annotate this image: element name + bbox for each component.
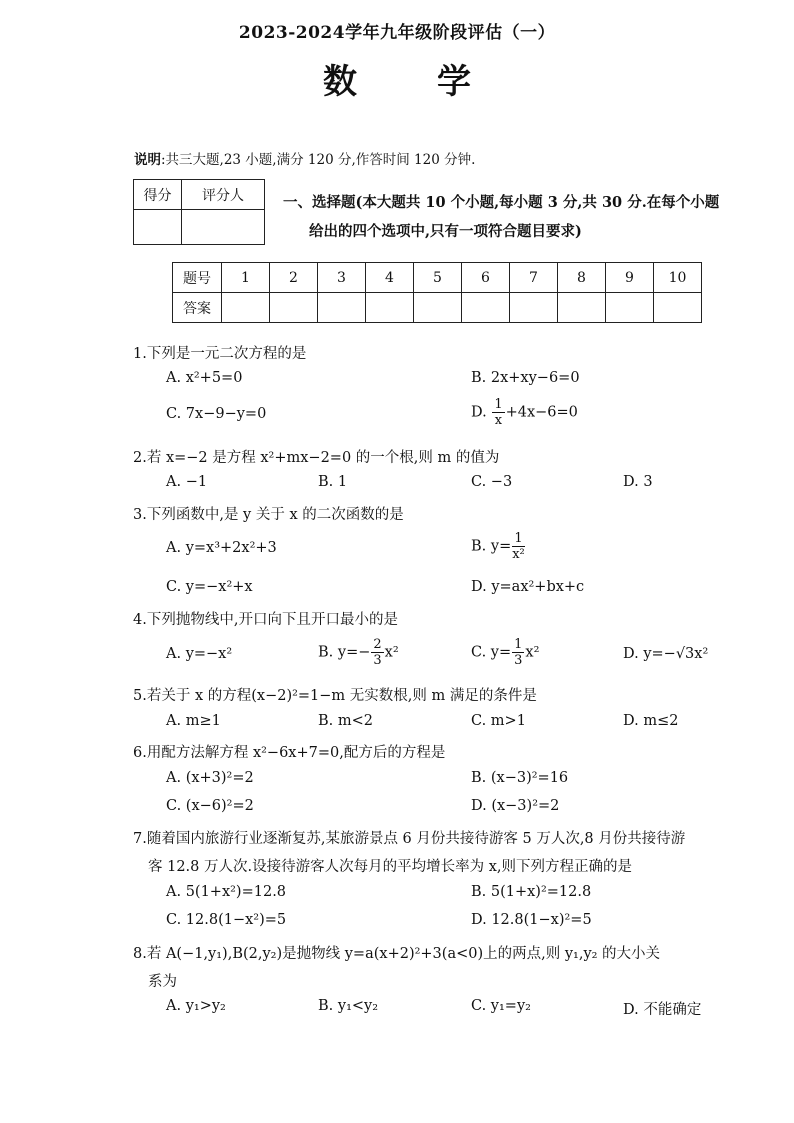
instructions-label: 说明 xyxy=(134,152,161,168)
exam-title: 2023-2024学年九年级阶段评估（一） xyxy=(238,23,556,43)
question-6-option-a: A. (x+3)²=2 xyxy=(166,770,254,786)
answer-table-answer-row xyxy=(173,293,702,323)
fraction-numerator: 2 xyxy=(373,637,382,652)
fraction xyxy=(512,531,525,562)
fraction-denominator: x² xyxy=(512,547,525,562)
question-3-stem: 3.下列函数中,是 y 关于 x 的二次函数的是 xyxy=(133,507,404,523)
question-6-option-b: B. (x−3)²=16 xyxy=(471,770,569,786)
option-b-suffix: x² xyxy=(384,644,399,661)
question-5-option-c: C. m>1 xyxy=(471,713,526,729)
question-7-option-a: A. 5(1+x²)=12.8 xyxy=(166,884,287,900)
question-number: 5 xyxy=(414,263,462,293)
question-1-stem: 1.下列是一元二次方程的是 xyxy=(133,346,307,362)
fraction xyxy=(512,637,524,668)
question-8-stem-line-1: 8.若 A(−1,y₁),B(2,y₂)是抛物线 y=a(x+2)²+3(a<0)上的两点,则 y₁,y₂ 的大小关 xyxy=(133,946,661,962)
answer-table-number-row xyxy=(173,263,702,293)
question-number: 6 xyxy=(462,263,510,293)
question-number: 8 xyxy=(558,263,606,293)
question-2-stem: 2.若 x=−2 是方程 x²+mx−2=0 的一个根,则 m 的值为 xyxy=(133,450,500,466)
question-6-option-d: D. (x−3)²=2 xyxy=(471,798,560,814)
question-5-option-d: D. m≤2 xyxy=(623,713,679,729)
question-number: 1 xyxy=(222,263,270,293)
question-1-option-b: B. 2x+xy−6=0 xyxy=(471,370,580,386)
answer-cell[interactable] xyxy=(558,293,606,323)
section-1-line-2: 给出的四个选项中,只有一项符合题目要求) xyxy=(309,223,582,240)
question-4-option-a: A. y=−x² xyxy=(166,646,233,662)
option-b-prefix: B. y=− xyxy=(318,644,371,661)
answer-cell[interactable] xyxy=(318,293,366,323)
answer-cell[interactable] xyxy=(414,293,462,323)
grader-cell[interactable] xyxy=(182,210,265,245)
question-7-stem-line-2: 客 12.8 万人次.设接待游客人次每月的平均增长率为 x,则下列方程正确的是 xyxy=(148,859,633,875)
option-d-suffix: +4x−6=0 xyxy=(505,404,578,421)
answer-cell[interactable] xyxy=(366,293,414,323)
section-1-heading xyxy=(283,188,763,246)
instructions-text: :共三大题,23 小题,满分 120 分,作答时间 120 分钟. xyxy=(161,152,476,168)
fraction-denominator: 3 xyxy=(514,653,523,668)
grader-label: 评分人 xyxy=(182,180,265,210)
question-4-option-d: D. y=−√3x² xyxy=(623,646,709,662)
fraction xyxy=(371,637,383,668)
question-number: 9 xyxy=(606,263,654,293)
answer-cell[interactable] xyxy=(270,293,318,323)
instructions xyxy=(134,148,475,168)
answer-cell[interactable] xyxy=(222,293,270,323)
question-1-option-c: C. 7x−9−y=0 xyxy=(166,406,267,422)
question-8-stem-line-2: 系为 xyxy=(148,974,177,990)
question-3-option-a: A. y=x³+2x²+3 xyxy=(166,540,277,556)
question-8-option-b: B. y₁<y₂ xyxy=(318,998,379,1014)
question-number: 10 xyxy=(654,263,702,293)
question-4-option-c xyxy=(471,637,539,668)
score-cell[interactable] xyxy=(134,210,182,245)
fraction-numerator: 1 xyxy=(514,637,523,652)
option-c-prefix: C. y= xyxy=(471,644,512,661)
question-8-option-c: C. y₁=y₂ xyxy=(471,998,531,1014)
question-8-option-a: A. y₁>y₂ xyxy=(166,998,226,1014)
question-5-stem: 5.若关于 x 的方程(x−2)²=1−m 无实数根,则 m 满足的条件是 xyxy=(133,688,537,704)
option-c-suffix: x² xyxy=(525,644,540,661)
fraction-numerator: 1 xyxy=(494,397,503,412)
question-number: 2 xyxy=(270,263,318,293)
fraction-denominator: 3 xyxy=(373,653,382,668)
question-number: 3 xyxy=(318,263,366,293)
question-2-option-d: D. 3 xyxy=(623,474,653,490)
section-1-line-1: 一、选择题(本大题共 10 个小题,每小题 3 分,共 30 分.在每个小题 xyxy=(283,194,720,211)
question-5-option-b: B. m<2 xyxy=(318,713,373,729)
question-6-option-c: C. (x−6)²=2 xyxy=(166,798,254,814)
question-7-option-c: C. 12.8(1−x²)=5 xyxy=(166,912,287,928)
question-8-option-d: D. 不能确定 xyxy=(623,1002,702,1018)
question-7-option-d: D. 12.8(1−x)²=5 xyxy=(471,912,592,928)
fraction-numerator: 1 xyxy=(512,531,525,547)
question-number: 7 xyxy=(510,263,558,293)
question-3-option-c: C. y=−x²+x xyxy=(166,579,253,595)
question-1-option-a: A. x²+5=0 xyxy=(166,370,243,386)
question-number-label: 题号 xyxy=(173,263,222,293)
subject-title: 数学 xyxy=(323,62,551,102)
question-4-option-b xyxy=(318,637,399,668)
answer-label: 答案 xyxy=(173,293,222,323)
answer-cell[interactable] xyxy=(654,293,702,323)
question-7-option-b: B. 5(1+x)²=12.8 xyxy=(471,884,592,900)
question-2-option-b: B. 1 xyxy=(318,474,348,490)
question-7-stem-line-1: 7.随着国内旅游行业逐渐复苏,某旅游景点 6 月份共接待游客 5 万人次,8 月份共接待游 xyxy=(133,831,686,847)
option-d-prefix: D. xyxy=(471,404,487,421)
question-1-option-d xyxy=(471,397,578,428)
question-3-option-b xyxy=(471,531,526,562)
score-label: 得分 xyxy=(134,180,182,210)
answer-cell[interactable] xyxy=(510,293,558,323)
question-6-stem: 6.用配方法解方程 x²−6x+7=0,配方后的方程是 xyxy=(133,745,446,761)
question-3-option-d: D. y=ax²+bx+c xyxy=(471,579,585,595)
fraction-denominator: x xyxy=(494,413,503,428)
answer-cell[interactable] xyxy=(606,293,654,323)
question-5-option-a: A. m≥1 xyxy=(166,713,221,729)
score-box xyxy=(133,179,265,245)
question-2-option-a: A. −1 xyxy=(166,474,208,490)
question-4-stem: 4.下列抛物线中,开口向下且开口最小的是 xyxy=(133,612,398,628)
option-b-prefix: B. y= xyxy=(471,538,512,555)
question-number: 4 xyxy=(366,263,414,293)
answer-table xyxy=(172,262,702,323)
answer-cell[interactable] xyxy=(462,293,510,323)
fraction xyxy=(492,397,504,428)
question-2-option-c: C. −3 xyxy=(471,474,513,490)
